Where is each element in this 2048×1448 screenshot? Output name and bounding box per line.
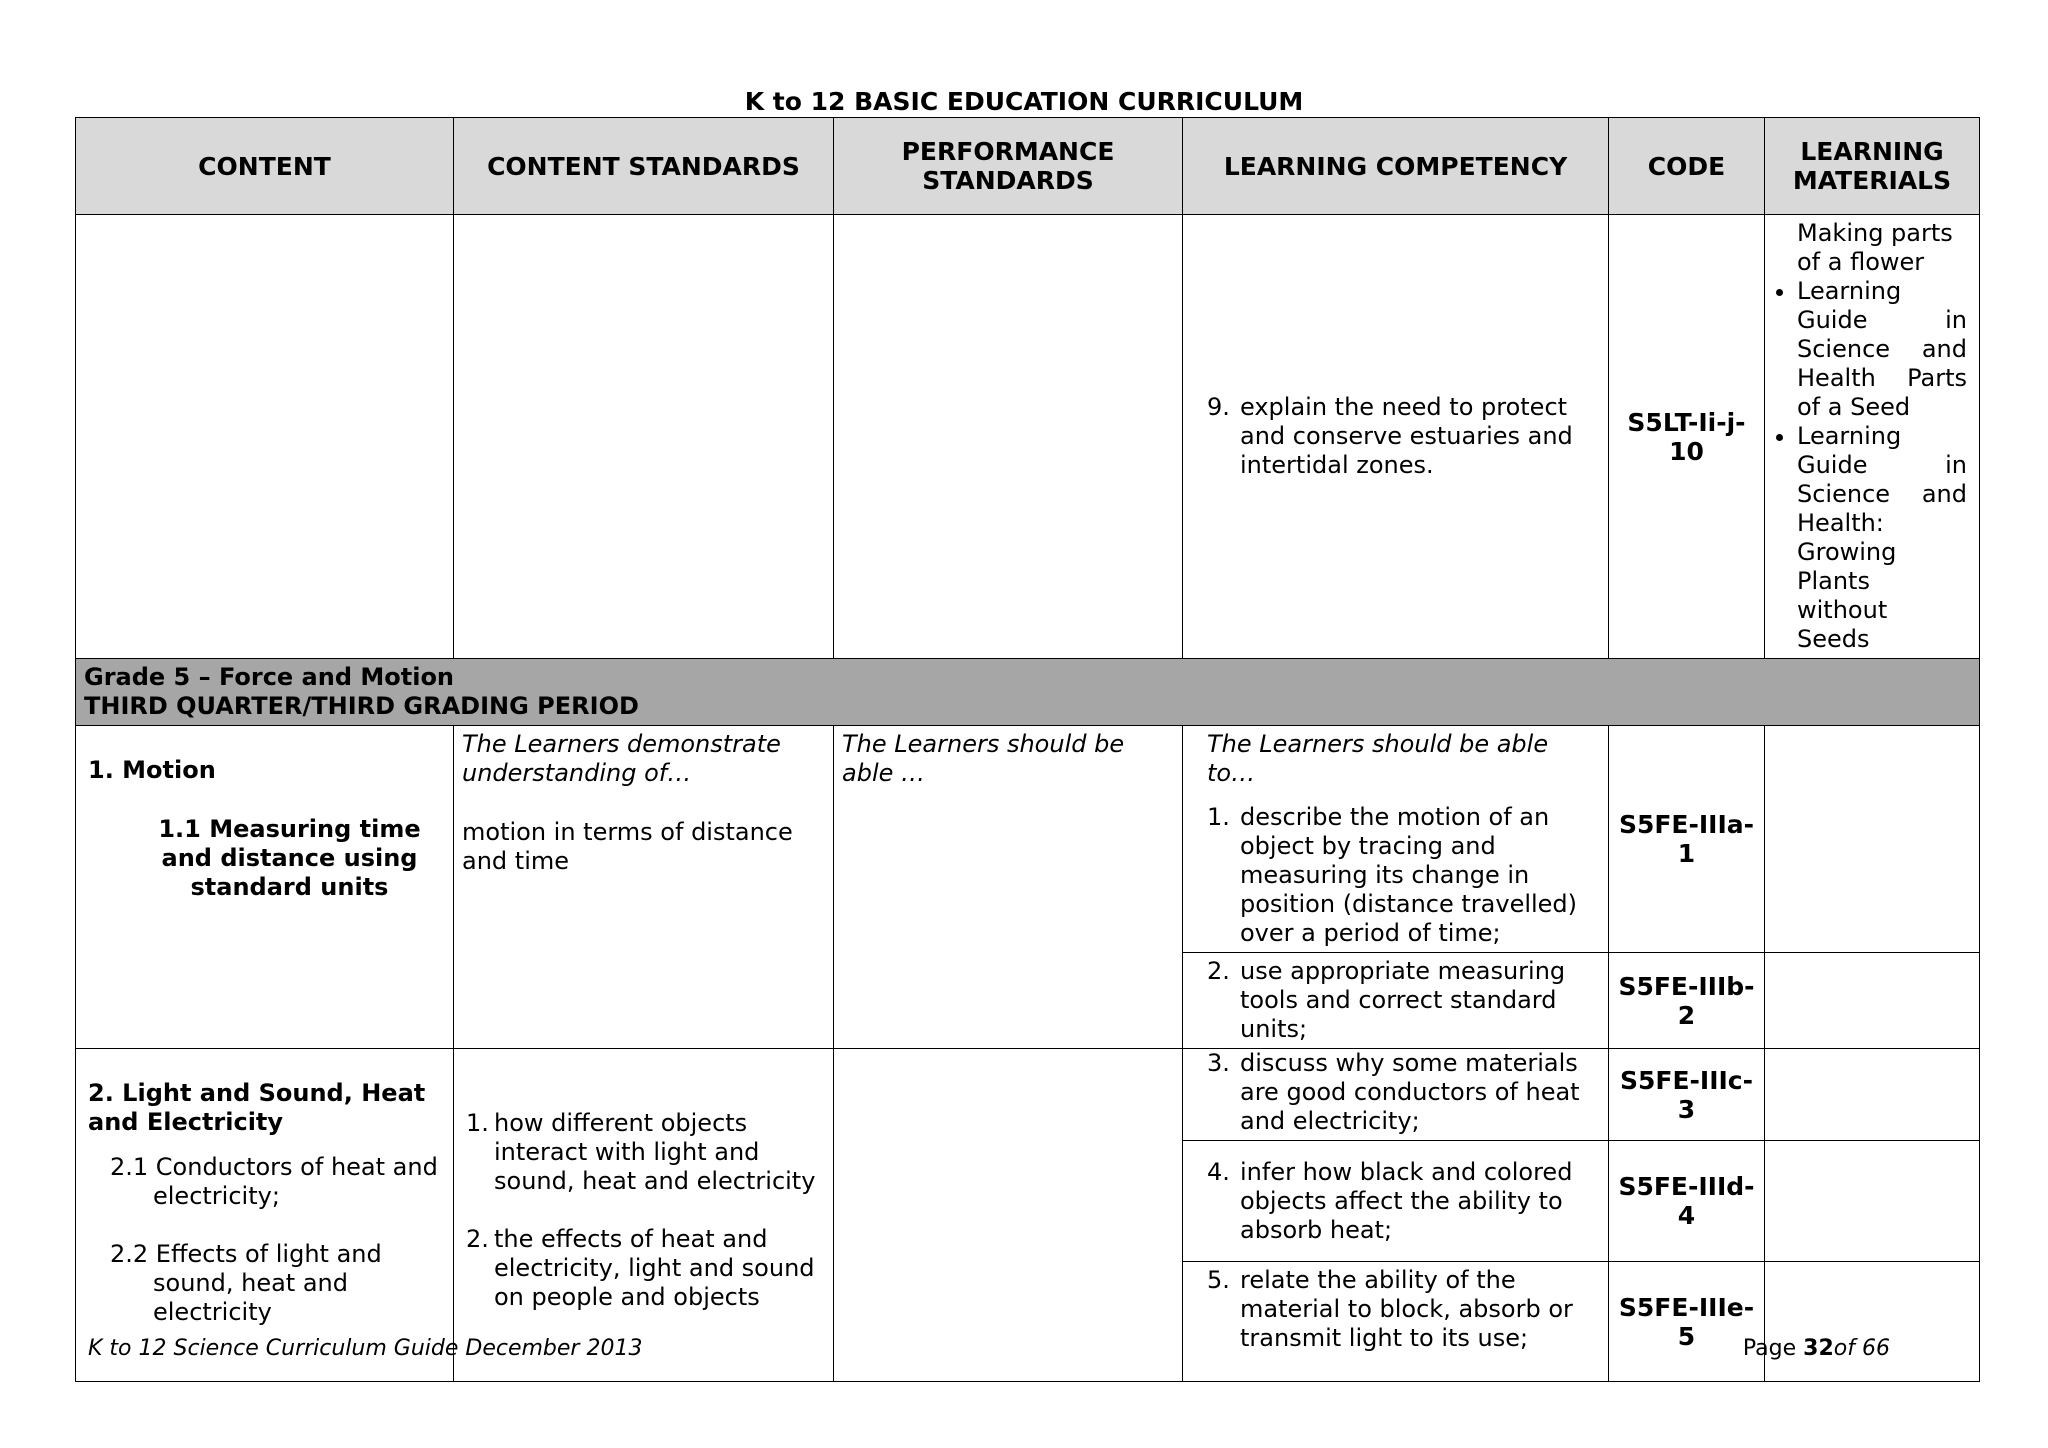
band-cell — [76, 659, 1980, 726]
code-cell: S5FE-IIIa-1 — [1609, 726, 1765, 953]
content-cell — [76, 726, 454, 1049]
code-cell: S5FE-IIIb-2 — [1609, 953, 1765, 1049]
competency-cell — [1183, 1141, 1609, 1262]
empty-cell — [834, 1049, 1183, 1382]
footer-document-name: K to 12 Science Curriculum Guide December 2013 — [88, 1336, 643, 1361]
empty-cell — [834, 215, 1183, 659]
competency-text: discuss why some materials are good conductors of heat and electricity; — [1240, 1049, 1580, 1135]
content-subtitle: 1.1 Measuring time and distance using standard units — [158, 815, 421, 901]
performance-standards-cell: The Learners should be able … — [834, 726, 1183, 1049]
materials-cell — [1765, 1049, 1980, 1141]
content-title: 1. Motion — [88, 756, 216, 784]
competency-number: 1. — [1207, 803, 1230, 831]
competency-number: 9. — [1207, 393, 1230, 421]
materials-lead: Making parts of a flower — [1797, 219, 1953, 276]
competency-cell — [1183, 953, 1609, 1049]
materials-cell — [1765, 1262, 1980, 1382]
competency-cell — [1183, 726, 1609, 953]
table-row — [76, 1049, 1980, 1141]
competency-text: explain the need to protect and conserve estuaries and intertidal zones. — [1240, 393, 1573, 479]
competency-text: use appropriate measuring tools and correct standard units; — [1240, 957, 1566, 1043]
competency-text: relate the ability of the material to block, absorb or transmit light to its use; — [1240, 1266, 1573, 1352]
competency-text: infer how black and colored objects affect the ability to absorb heat; — [1240, 1157, 1573, 1244]
materials-cell — [1765, 953, 1980, 1049]
table-row — [76, 726, 1980, 953]
competency-number: 4. — [1207, 1157, 1230, 1186]
competency-text: describe the motion of an object by tracing and measuring its change in position (distance travelled) over a period of time; — [1240, 803, 1578, 947]
empty-cell — [76, 215, 454, 659]
code-cell: S5FE-IIId-4 — [1609, 1141, 1765, 1262]
content-cell — [76, 1049, 454, 1382]
competency-number: 3. — [1207, 1049, 1230, 1077]
content-standards-cell — [454, 1049, 834, 1382]
materials-cell — [1765, 726, 1980, 953]
grading-period-band — [76, 659, 1980, 726]
header-row — [76, 118, 1980, 215]
cs-intro: The Learners demonstrate understanding of… — [462, 730, 781, 787]
cs-item-text: the effects of heat and electricity, light and sound on people and objects — [494, 1225, 815, 1311]
list-item: 2.1 Conductors of heat and electricity; — [110, 1153, 438, 1210]
cs-item-text: how different objects interact with light and sound, heat and electricity — [494, 1109, 816, 1195]
competency-cell — [1183, 1262, 1609, 1382]
materials-cell — [1765, 215, 1980, 659]
content-standards-cell — [454, 726, 834, 1049]
list-item: 2.2 Effects of light and sound, heat and electricity — [110, 1240, 382, 1326]
band-line-1: Grade 5 – Force and Motion — [84, 663, 455, 691]
header-learning-materials: LEARNING MATERIALS — [1765, 118, 1980, 215]
code-cell: S5FE-IIIc-3 — [1609, 1049, 1765, 1141]
competency-number: 5. — [1207, 1266, 1230, 1294]
footer-page-number — [1743, 1336, 1890, 1361]
header-code: CODE — [1609, 118, 1765, 215]
page-prefix: Page — [1742, 1336, 1804, 1361]
materials-cell — [1765, 1141, 1980, 1262]
content-title: 2. Light and Sound, Heat and Electricity — [88, 1079, 426, 1136]
competency-number: 2. — [1207, 957, 1230, 985]
list-item: • Learning Guide in Science and Health Parts of a Seed — [1797, 277, 1967, 422]
code-cell: S5FE-IIIe-5 — [1609, 1262, 1765, 1382]
header-learning-competency: LEARNING COMPETENCY — [1183, 118, 1609, 215]
list-item: • Learning Guide in Science and Health: Growing Plants without Seeds — [1797, 422, 1967, 654]
header-content: CONTENT — [76, 118, 454, 215]
page-total: of 66 — [1833, 1336, 1890, 1361]
competency-cell — [1183, 215, 1609, 659]
band-line-2: THIRD QUARTER/THIRD GRADING PERIOD — [84, 692, 639, 720]
curriculum-table — [75, 117, 1980, 1382]
cs-item-number: 1. — [466, 1109, 489, 1137]
page-current: 32 — [1803, 1336, 1834, 1361]
table-row — [76, 215, 1980, 659]
lc-intro: The Learners should be able to… — [1207, 730, 1549, 787]
header-content-standards: CONTENT STANDARDS — [454, 118, 834, 215]
header-performance-standards: PERFORMANCE STANDARDS — [834, 118, 1183, 215]
code-cell: S5LT-Ii-j-10 — [1609, 215, 1765, 659]
competency-cell — [1183, 1049, 1609, 1141]
cs-text: motion in terms of distance and time — [462, 818, 793, 875]
document-title: K to 12 BASIC EDUCATION CURRICULUM — [744, 87, 1304, 116]
empty-cell — [454, 215, 834, 659]
cs-item-number: 2. — [466, 1225, 489, 1253]
